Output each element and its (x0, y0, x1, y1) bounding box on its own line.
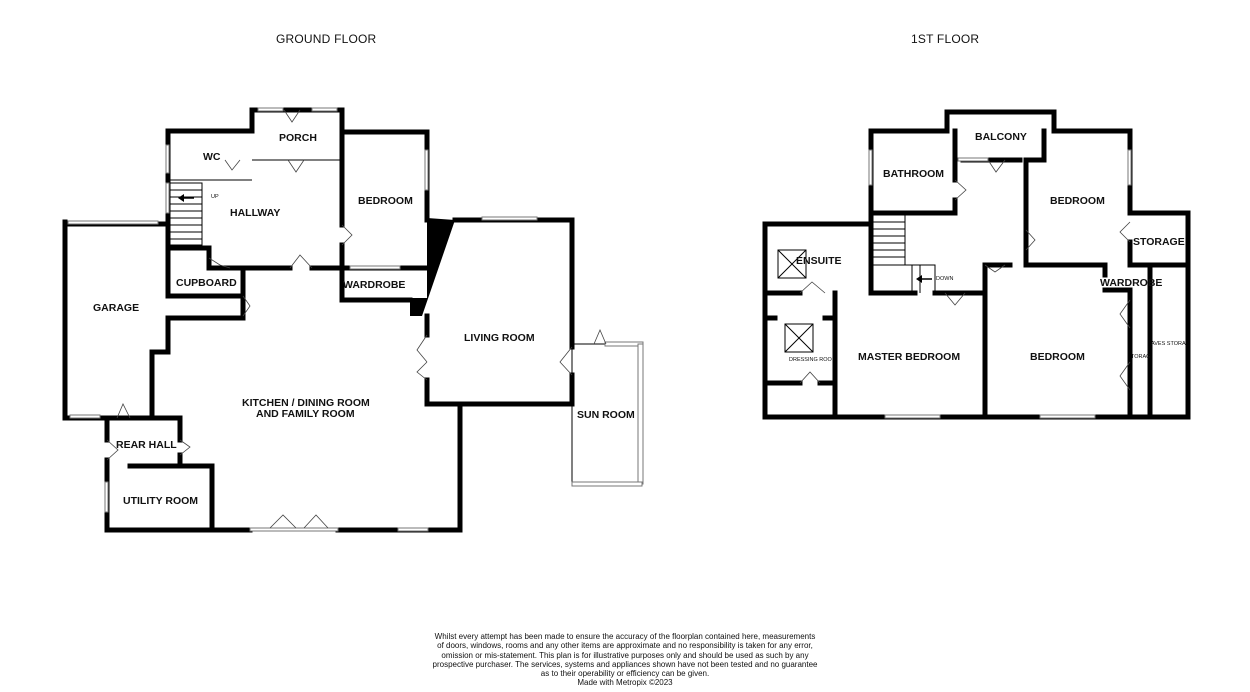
first-floor-stairs (873, 215, 935, 293)
label-rear-hall: REAR HALL (116, 439, 177, 451)
label-ground-bedroom: BEDROOM (358, 195, 413, 207)
label-porch: PORCH (279, 132, 317, 144)
label-lower-bedroom: BEDROOM (1030, 351, 1085, 363)
label-balcony: BALCONY (975, 131, 1027, 143)
label-cupboard: CUPBOARD (176, 277, 237, 289)
ground-floor-plan (65, 108, 643, 531)
label-storage: STORAGE (1133, 236, 1185, 248)
label-master-bedroom: MASTER BEDROOM (858, 351, 961, 363)
disclaimer-text (395, 632, 855, 688)
first-floor-plan (765, 112, 1188, 418)
first-floor-title: 1ST FLOOR (911, 32, 980, 46)
ground-stairs (170, 183, 202, 245)
label-upper-bedroom: BEDROOM (1050, 195, 1105, 207)
utility-walls (105, 418, 212, 530)
label-bathroom: BATHROOM (883, 168, 945, 180)
label-stairs-down: DOWN (936, 276, 954, 282)
label-ensuite: ENSUITE (796, 255, 842, 267)
disclaimer-line: Whilst every attempt has been made to ensure the accuracy of the floorplan contained here, measurements (434, 632, 816, 641)
label-utility-room: UTILITY ROOM (123, 495, 199, 507)
label-hallway: HALLWAY (230, 207, 281, 219)
disclaimer-line: of doors, windows, rooms and any other items are approximate and no responsibility is taken for any error, (437, 641, 813, 651)
credit-line: Made with Metropix ©2023 (577, 678, 673, 688)
label-sun-room: SUN ROOM (577, 409, 635, 421)
label-kitchen-line2: AND FAMILY ROOM (256, 408, 355, 420)
label-kitchen-line1: KITCHEN / DINING ROOM (242, 397, 370, 409)
disclaimer-line: omission or mis-statement. This plan is for illustrative purposes only and should be used as such by any (441, 650, 809, 660)
label-eaves-storage: AVES STORA (1151, 341, 1186, 347)
label-stairs-up: UP (211, 194, 219, 200)
ground-floor-title: GROUND FLOOR (276, 32, 377, 46)
label-wc: WC (203, 151, 221, 163)
label-living-room: LIVING ROOM (464, 332, 535, 344)
label-ground-wardrobe: WARDROBE (343, 279, 406, 291)
living-room-walls (427, 217, 572, 404)
label-dressing-room: DRESSING ROO (789, 357, 832, 363)
disclaimer-line: as to their operability or efficiency can be given. (540, 669, 710, 679)
label-garage: GARAGE (93, 302, 140, 314)
label-first-wardrobe: WARDROBE (1100, 277, 1163, 289)
disclaimer-line: prospective purchaser. The services, systems and appliances shown have not been tested and no guarantee (432, 659, 818, 669)
label-small-storage: TORAG (1131, 354, 1151, 360)
